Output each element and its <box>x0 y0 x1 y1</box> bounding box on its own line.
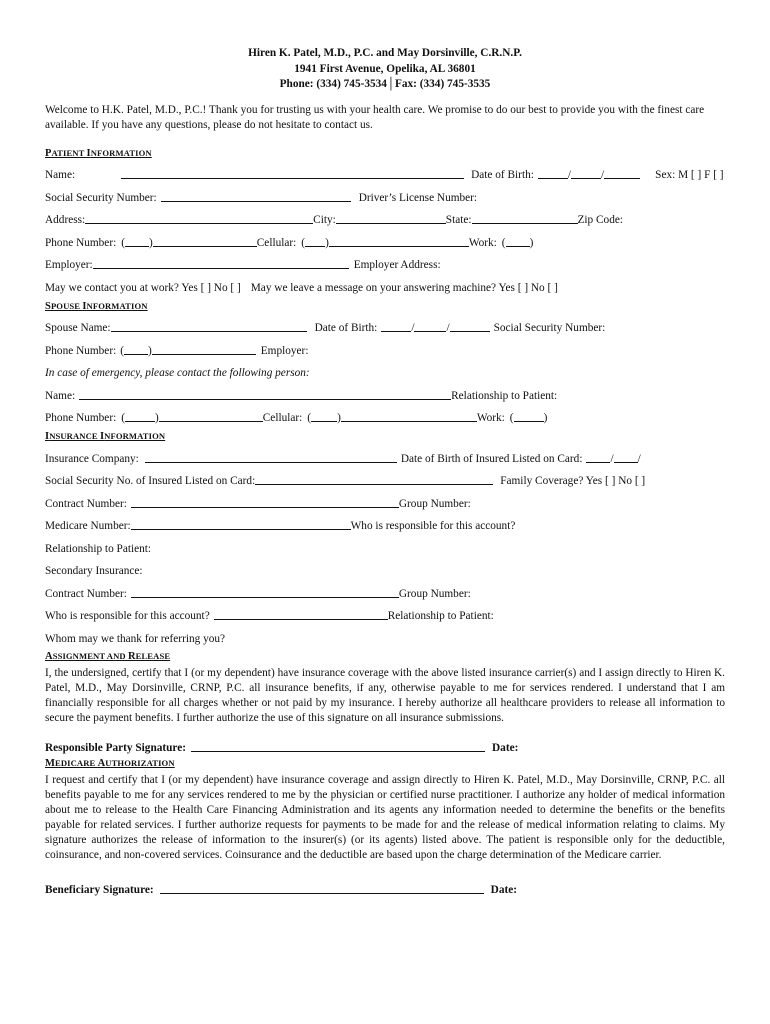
beneficiary-signature-label: Beneficiary Signature: <box>45 883 154 896</box>
responsible-signature-label: Responsible Party Signature: <box>45 742 187 754</box>
beneficiary-signature-field[interactable] <box>160 880 484 894</box>
emergency-name-row <box>45 379 725 402</box>
medicare-text: I request and certify that I (or my dependent) have insurance coverage and assign directly to Hiren K. Patel, M.D., May Dorsinville, CRNP, P.C. all benefits payable to me for any services rendered to me by the physician or certified nurse practitioner. I authorize any holder of medical information about me to release to the Health Care Financing Administration and its agents any information needed to determine the benefits or the benefits payable for related services. I further authorize requests for payments to be made for and the release of medical information relating to claims. My signature authorizes the release of information to the insurer(s) (or its agents) listed above. The patient is responsible only for the deductible, coinsurance, and non-covered services. Coinsurance and the deductible are based upon the charge determination of the Medicare carrier. <box>45 774 725 861</box>
dob-day-field[interactable] <box>571 165 601 179</box>
emergency-name-field[interactable] <box>79 386 451 400</box>
state-field[interactable] <box>472 210 578 224</box>
work-label: Work: <box>468 236 497 249</box>
emergency-phone-label: Phone Number: <box>45 412 117 424</box>
name-label: Name: <box>45 169 76 181</box>
spouse-phone-row: Phone Number: ( ) Employer: <box>45 334 725 357</box>
intake-form <box>45 46 725 896</box>
emergency-work-label: Work: <box>476 412 505 424</box>
spouse-name-field[interactable] <box>111 318 307 332</box>
spouse-phone-area-field[interactable] <box>124 341 148 355</box>
patient-employer-row <box>45 249 725 272</box>
insured-dob-label: Date of Birth of Insured Listed on Card: <box>400 452 583 465</box>
medicare-row <box>45 510 725 533</box>
group-number-2-label: Group Number: <box>398 587 471 600</box>
insured-dob-month-field[interactable] <box>586 449 610 463</box>
patient-phone-row: Phone Number: ( ) Cellular: ( ) Work: ( ) <box>45 226 725 249</box>
dob-year-field[interactable] <box>604 165 640 179</box>
insured-dob-day-field[interactable] <box>614 449 638 463</box>
spouse-phone-field[interactable] <box>152 341 256 355</box>
work-area-field[interactable] <box>506 233 530 247</box>
contract-group-row-2 <box>45 577 725 600</box>
family-coverage-checkboxes[interactable]: Family Coverage? Yes [ ] No [ ] <box>500 475 646 487</box>
spouse-dob-label: Date of Birth: <box>314 322 378 334</box>
address-label: Address: <box>45 214 86 226</box>
responsible-label: Who is responsible for this account? <box>350 520 516 532</box>
ssn-field[interactable] <box>161 188 351 202</box>
patient-address-row <box>45 204 725 227</box>
responsible-2-label: Who is responsible for this account? <box>45 610 210 622</box>
responsible-signature-field[interactable] <box>191 738 485 752</box>
contract-number-field[interactable] <box>131 494 399 508</box>
employer-address-label: Employer Address: <box>353 259 441 271</box>
beneficiary-date-label: Date: <box>490 883 518 896</box>
patient-name-row: Name: Date of Birth: / / Sex: M [ ] F [ ] <box>45 159 725 182</box>
secondary-insurance-label: Secondary Insurance: <box>45 565 143 577</box>
medicare-number-field[interactable] <box>131 516 351 530</box>
sex-checkboxes[interactable]: Sex: M [ ] F [ ] <box>655 169 724 181</box>
patient-contact-row <box>45 271 725 294</box>
relationship-row <box>45 532 725 555</box>
responsible-2-field[interactable] <box>214 606 388 620</box>
cellular-label: Cellular: <box>256 236 297 249</box>
city-field[interactable] <box>336 210 446 224</box>
zip-label: Zip Code: <box>577 214 624 226</box>
assignment-section-title: ASSIGNMENT AND RELEASE <box>45 650 171 662</box>
referral-label: Whom may we thank for referring you? <box>45 632 226 645</box>
welcome-text: Welcome to H.K. Patel, M.D., P.C.! Thank you for trusting us with your health care. We promise to do our best to provide you with the finest care available. If you have any questions, please do not hesitate to contact us. <box>45 103 705 131</box>
employer-label: Employer: <box>45 259 93 271</box>
insured-ssn-label: Social Security No. of Insured Listed on Card: <box>45 475 256 487</box>
group-number-label: Group Number: <box>398 497 471 510</box>
phone-area-field[interactable] <box>125 233 149 247</box>
ssn-label: Social Security Number: <box>45 191 157 204</box>
insurance-company-field[interactable] <box>145 449 397 463</box>
dob-label: Date of Birth: <box>471 169 534 181</box>
spouse-phone-label: Phone Number: <box>45 344 117 357</box>
spouse-section-title: SPOUSE INFORMATION <box>45 300 148 312</box>
medicare-section-title: MEDICARE AUTHORIZATION <box>45 758 175 769</box>
contact-at-work-checkboxes[interactable]: May we contact you at work? Yes [ ] No [ ] <box>45 281 241 294</box>
spouse-dob-year-field[interactable] <box>450 318 490 332</box>
city-label: City: <box>313 214 336 226</box>
emergency-cellular-field[interactable] <box>341 408 477 422</box>
emergency-heading: In case of emergency, please contact the following person: <box>45 367 310 379</box>
responsible-row-2 <box>45 600 725 623</box>
secondary-insurance-row <box>45 555 725 578</box>
contract-number-label: Contract Number: <box>45 497 127 510</box>
contract-group-row <box>45 487 725 510</box>
relationship-2-label: Relationship to Patient: <box>387 610 494 622</box>
spouse-ssn-label: Social Security Number: <box>493 322 606 334</box>
patient-section-title: PATIENT INFORMATION <box>45 147 152 159</box>
relationship-label: Relationship to Patient: <box>45 542 152 555</box>
contract-number-2-label: Contract Number: <box>45 587 127 600</box>
spouse-employer-label: Employer: <box>260 344 309 357</box>
state-label: State: <box>445 214 472 226</box>
phone-label: Phone Number: <box>45 236 117 249</box>
practice-address: 1941 First Avenue, Opelika, AL 36801 <box>294 62 476 75</box>
drivers-license-label: Driver’s License Number: <box>358 191 478 204</box>
referral-row <box>45 622 725 645</box>
insured-ssn-row <box>45 465 725 488</box>
emergency-phone-area-field[interactable] <box>125 408 155 422</box>
responsible-signature-row <box>45 732 725 755</box>
patient-name-field[interactable] <box>121 165 464 179</box>
spouse-dob-month-field[interactable] <box>381 318 411 332</box>
emergency-phone-row: Phone Number: ( ) Cellular: ( ) Work: ( ) <box>45 402 725 425</box>
practice-name: Hiren K. Patel, M.D., P.C. and May Dorsinville, C.R.N.P. <box>248 47 522 59</box>
spouse-dob-day-field[interactable] <box>414 318 446 332</box>
emergency-name-label: Name: <box>45 389 76 402</box>
spouse-name-row: Spouse Name: Date of Birth: / / Social Security Number: <box>45 312 725 335</box>
beneficiary-signature-row <box>45 873 725 896</box>
employer-field[interactable] <box>93 255 349 269</box>
medicare-number-label: Medicare Number: <box>45 520 131 532</box>
patient-ssn-row <box>45 181 725 204</box>
emergency-relationship-label: Relationship to Patient: <box>451 389 558 402</box>
practice-phone-fax: Phone: (334) 745-3534│Fax: (334) 745-3535 <box>279 78 491 90</box>
insured-ssn-field[interactable] <box>255 471 493 485</box>
practice-header <box>45 46 725 93</box>
insurance-company-row: Insurance Company: Date of Birth of Insured Listed on Card: / / <box>45 442 725 465</box>
contract-number-2-field[interactable] <box>131 584 399 598</box>
cellular-field[interactable] <box>329 233 469 247</box>
insurance-company-label: Insurance Company: <box>45 452 139 465</box>
spouse-name-label: Spouse Name: <box>45 322 111 334</box>
assignment-text: I, the undersigned, certify that I (or my dependent) have insurance coverage with the above listed insurance carrier(s) and I assign directly to Hiren K. Patel, M.D., May Dorsinville, CRNP, P.C. all insurance benefits, if any, otherwise payable to me for services rendered. I understand that I am financially responsible for all charges whether or not paid by my insurance. I hereby authorize all healthcare providers to release all information to secure the payment benefits. I further authorize the use of this signature on all insurance submissions. <box>45 666 725 724</box>
address-field[interactable] <box>85 210 313 224</box>
phone-field[interactable] <box>153 233 257 247</box>
emergency-work-area-field[interactable] <box>514 408 544 422</box>
cellular-area-field[interactable] <box>305 233 325 247</box>
leave-message-checkboxes[interactable]: May we leave a message on your answering machine? Yes [ ] No [ ] <box>250 281 558 294</box>
emergency-cellular-area-field[interactable] <box>311 408 337 422</box>
responsible-date-label: Date: <box>492 742 519 754</box>
dob-month-field[interactable] <box>538 165 568 179</box>
emergency-cellular-label: Cellular: <box>262 412 303 424</box>
insurance-section-title: INSURANCE INFORMATION <box>45 431 166 442</box>
emergency-phone-field[interactable] <box>159 408 263 422</box>
